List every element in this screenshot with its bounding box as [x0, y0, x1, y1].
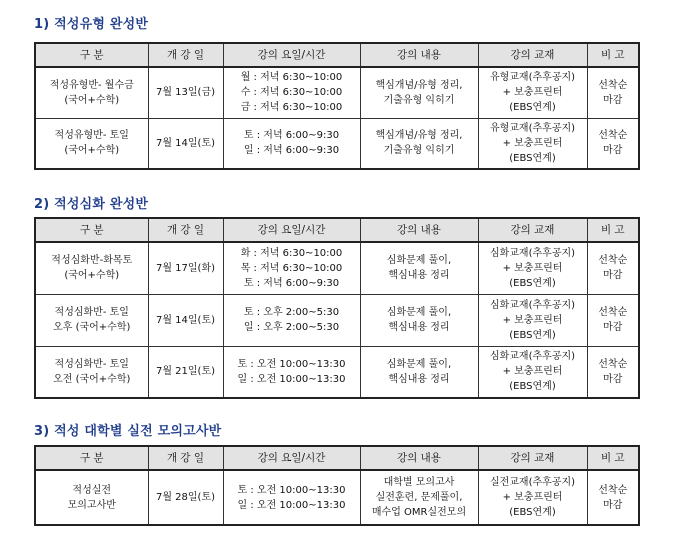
start-date-cell: 7월 28일(토) [148, 470, 223, 525]
course-cell: 적성유형반- 월수금 (국어+수학) [35, 67, 148, 118]
header-textbook: 강의 교재 [478, 218, 587, 242]
header-note: 비 고 [587, 446, 639, 470]
table-row [35, 346, 639, 398]
note-cell: 선착순 마감 [587, 346, 639, 398]
header-schedule: 강의 요일/시간 [223, 43, 360, 67]
course-cell: 적성심화반- 토일 오후 (국어+수학) [35, 294, 148, 346]
note-cell: 선착순 마감 [587, 242, 639, 294]
course-cell: 적성유형반- 토일 (국어+수학) [35, 118, 148, 169]
table-header-row [35, 218, 639, 242]
header-schedule: 강의 요일/시간 [223, 446, 360, 470]
start-date-cell: 7월 14일(토) [148, 294, 223, 346]
table-header-row [35, 446, 639, 470]
start-date-cell: 7월 21일(토) [148, 346, 223, 398]
header-textbook: 강의 교재 [478, 446, 587, 470]
schedule-cell: 토 : 오전 10:00~13:30 일 : 오전 10:00~13:30 [223, 346, 360, 398]
note-cell: 선착순 마감 [587, 470, 639, 525]
header-schedule: 강의 요일/시간 [223, 218, 360, 242]
header-start-date: 개 강 일 [148, 43, 223, 67]
textbook-cell: 실전교재(추후공지) + 보충프린터 (EBS연계) [478, 470, 587, 525]
content-cell: 심화문제 풀이, 핵심내용 정리 [360, 242, 478, 294]
schedule-table-1 [34, 42, 640, 170]
header-content: 강의 내용 [360, 446, 478, 470]
course-cell: 적성심화반- 토일 오전 (국어+수학) [35, 346, 148, 398]
note-cell: 선착순 마감 [587, 67, 639, 118]
header-textbook: 강의 교재 [478, 43, 587, 67]
content-cell: 대학별 모의고사 실전훈련, 문제풀이, 매수업 OMR실전모의 [360, 470, 478, 525]
table-row [35, 67, 639, 118]
table-header-row [35, 43, 639, 67]
header-category: 구 분 [35, 43, 148, 67]
section-title-2: 2) 적성심화 완성반 [34, 197, 149, 212]
content-cell: 심화문제 풀이, 핵심내용 정리 [360, 346, 478, 398]
textbook-cell: 유형교재(추후공지) + 보충프린터 (EBS연계) [478, 118, 587, 169]
note-cell: 선착순 마감 [587, 118, 639, 169]
header-content: 강의 내용 [360, 218, 478, 242]
course-cell: 적성실전 모의고사반 [35, 470, 148, 525]
table-row [35, 242, 639, 294]
start-date-cell: 7월 13일(금) [148, 67, 223, 118]
header-note: 비 고 [587, 43, 639, 67]
content-cell: 핵심개념/유형 정리, 기출유형 익히기 [360, 67, 478, 118]
textbook-cell: 심화교재(추후공지) + 보충프린터 (EBS연계) [478, 242, 587, 294]
start-date-cell: 7월 14일(토) [148, 118, 223, 169]
table-row [35, 470, 639, 525]
schedule-cell: 토 : 오전 10:00~13:30 일 : 오전 10:00~13:30 [223, 470, 360, 525]
course-cell: 적성심화반-화목토 (국어+수학) [35, 242, 148, 294]
start-date-cell: 7월 17일(화) [148, 242, 223, 294]
section-title-3: 3) 적성 대학별 실전 모의고사반 [34, 424, 222, 439]
content-cell: 핵심개념/유형 정리, 기출유형 익히기 [360, 118, 478, 169]
header-note: 비 고 [587, 218, 639, 242]
header-content: 강의 내용 [360, 43, 478, 67]
table-row [35, 118, 639, 169]
schedule-cell: 월 : 저녁 6:30~10:00 수 : 저녁 6:30~10:00 금 : 저녁 6:30~10:00 [223, 67, 360, 118]
textbook-cell: 심화교재(추후공지) + 보충프린터 (EBS연계) [478, 346, 587, 398]
schedule-table-2 [34, 217, 640, 399]
header-start-date: 개 강 일 [148, 446, 223, 470]
schedule-table-3 [34, 445, 640, 526]
textbook-cell: 유형교재(추후공지) + 보충프린터 (EBS연계) [478, 67, 587, 118]
table-row [35, 294, 639, 346]
schedule-cell: 화 : 저녁 6:30~10:00 목 : 저녁 6:30~10:00 토 : 저녁 6:00~9:30 [223, 242, 360, 294]
textbook-cell: 심화교재(추후공지) + 보충프린터 (EBS연계) [478, 294, 587, 346]
note-cell: 선착순 마감 [587, 294, 639, 346]
schedule-cell: 토 : 저녁 6:00~9:30 일 : 저녁 6:00~9:30 [223, 118, 360, 169]
content-cell: 심화문제 풀이, 핵심내용 정리 [360, 294, 478, 346]
header-start-date: 개 강 일 [148, 218, 223, 242]
header-category: 구 분 [35, 446, 148, 470]
header-category: 구 분 [35, 218, 148, 242]
section-title-1: 1) 적성유형 완성반 [34, 17, 149, 32]
schedule-cell: 토 : 오후 2:00~5:30 일 : 오후 2:00~5:30 [223, 294, 360, 346]
